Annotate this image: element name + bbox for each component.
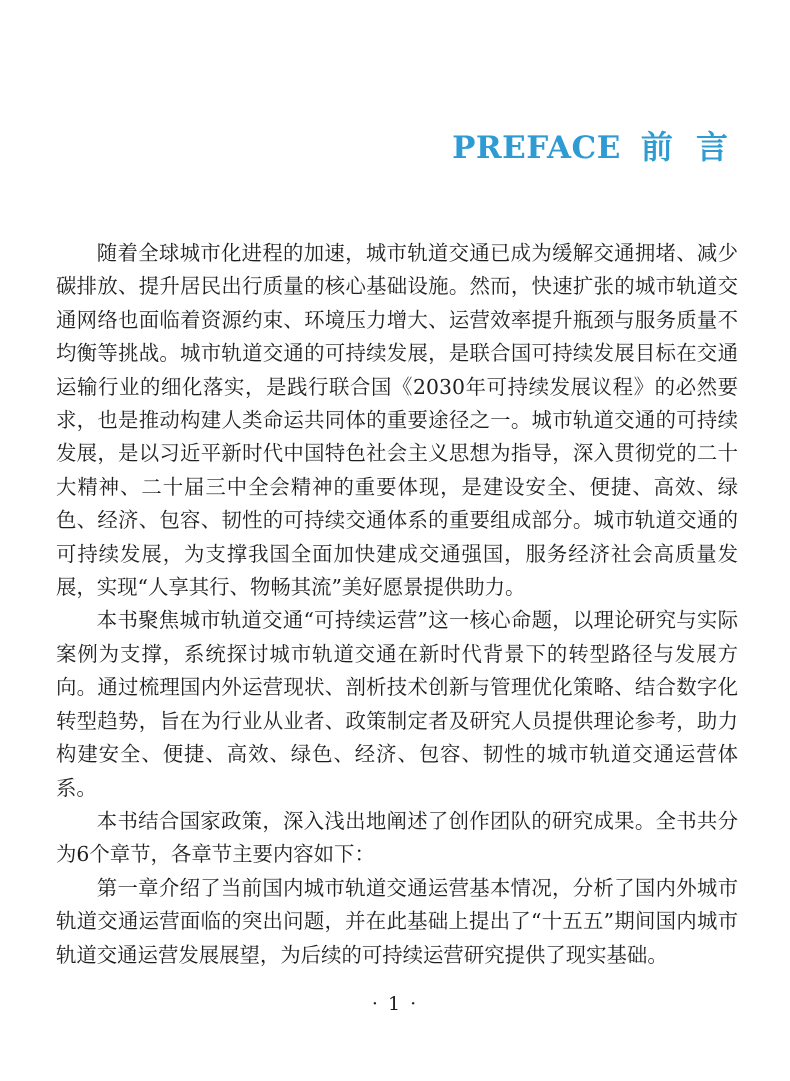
preface-body (56, 237, 738, 972)
paragraph-chapter-one: 第一章介绍了当前国内城市轨道交通运营基本情况，分析了国内外城市轨道交通运营面临的突出问题，并在此基础上提出了“十五五”期间国内城市轨道交通运营发展展望，为后续的可持续运营研究提供了现实基础。 (56, 875, 738, 967)
page-number: · 1 · (371, 993, 419, 1015)
preface-heading (452, 122, 734, 168)
paragraph-focus: 本书聚焦城市轨道交通“可持续运营”这一核心命题，以理论研究与实际案例为支撑，系统探讨城市轨道交通在新时代背景下的转型路径与发展方向。通过梳理国内外运营现状、剖析技术创新与管理优化策略、结合数字化转型趋势，旨在为行业从业者、政策制定者及研究人员提供理论参考，助力构建安全、便捷、高效、绿色、经济、包容、韧性的城市轨道交通运营体系。 (56, 608, 738, 800)
paragraph-structure: 本书结合国家政策，深入浅出地阐述了创作团队的研究成果。全书共分为6个章节，各章节主要内容如下： (56, 808, 738, 867)
heading-chinese: 前 言 (640, 128, 734, 166)
heading-english: PREFACE (452, 130, 621, 166)
paragraph-intro: 随着全球城市化进程的加速，城市轨道交通已成为缓解交通拥堵、减少碳排放、提升居民出行质量的核心基础设施。然而，快速扩张的城市轨道交通网络也面临着资源约束、环境压力增大、运营效率提升瓶颈与服务质量不均衡等挑战。城市轨道交通的可持续发展，是联合国可持续发展目标在交通运输行业的细化落实，是践行联合国《2030年可持续发展议程》的必然要求，也是推动构建人类命运共同体的重要途径之一。城市轨道交通的可持续发展，是以习近平新时代中国特色社会主义思想为指导，深入贯彻党的二十大精神、二十届三中全会精神的重要体现，是建设安全、便捷、高效、绿色、经济、包容、韧性的可持续交通体系的重要组成部分。城市轨道交通的可持续发展，为支撑我国全面加快建成交通强国，服务经济社会高质量发展，实现“人享其行、物畅其流”美好愿景提供助力。 (56, 241, 738, 600)
